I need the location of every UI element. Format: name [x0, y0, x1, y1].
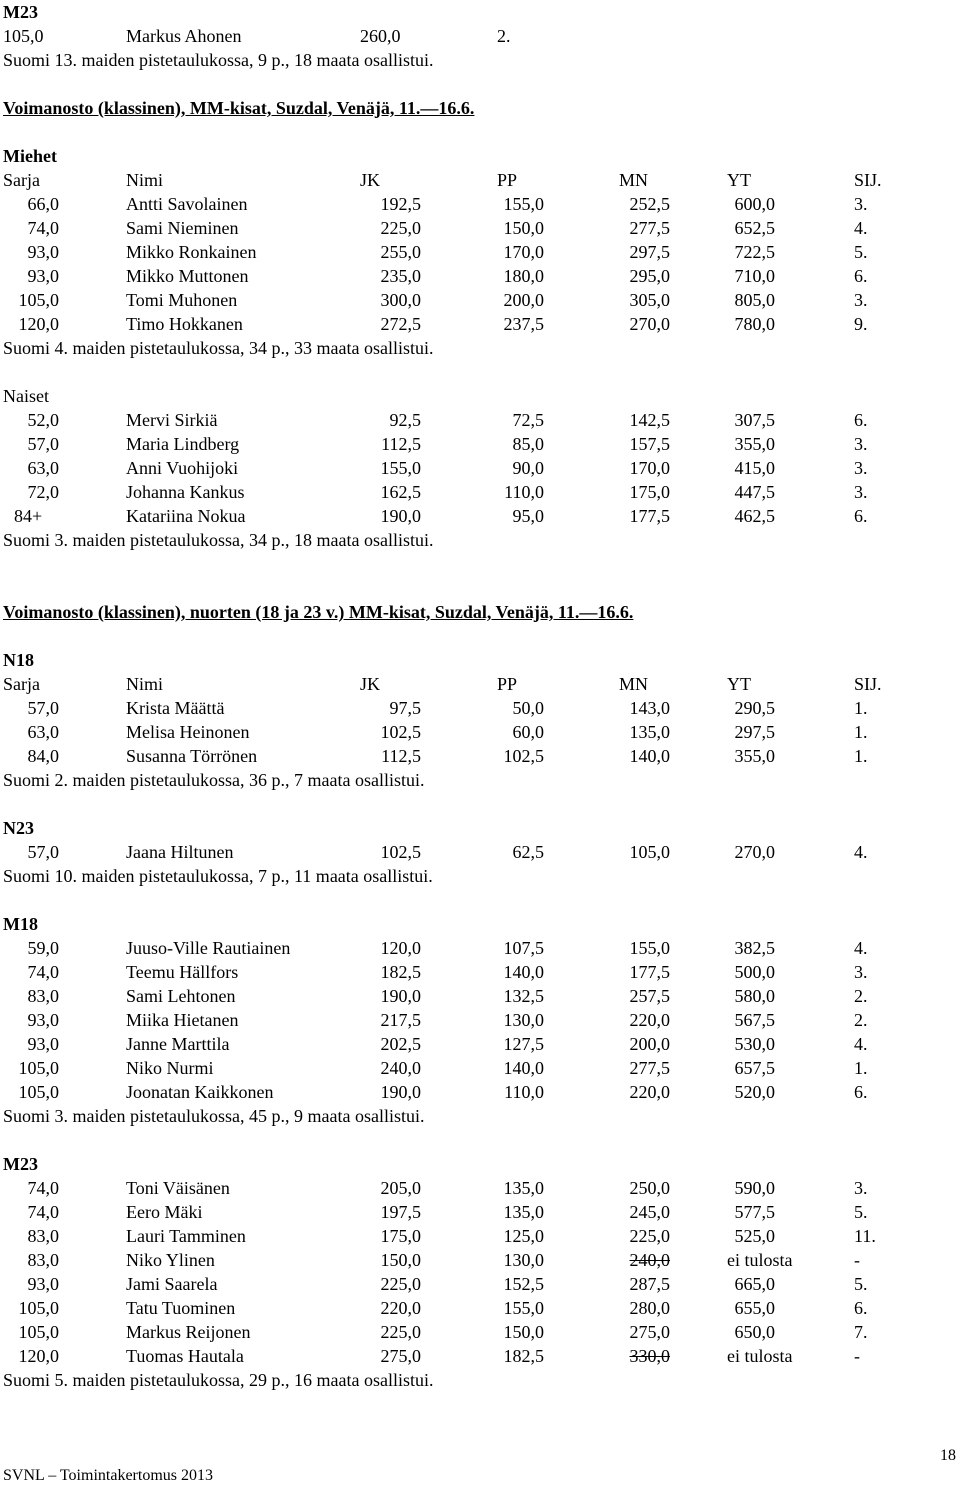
deadlift-result: 295,0: [629, 266, 670, 286]
placing: 4.: [854, 938, 868, 958]
athlete-name: Sami Lehtonen: [126, 986, 236, 1006]
competition-title-nuorten: Voimanosto (klassinen), nuorten (18 ja 23 v.) MM-kisat, Suzdal, Venäjä, 11.—16.6.: [3, 602, 634, 622]
weight-class: 83,0: [27, 1250, 59, 1270]
athlete-name: Johanna Kankus: [126, 482, 245, 502]
bench-result: 110,0: [504, 482, 544, 502]
squat-result: 150,0: [380, 1250, 421, 1270]
header-jk: JK: [360, 170, 381, 190]
bench-result: 95,0: [512, 506, 544, 526]
deadlift-result: 220,0: [629, 1082, 670, 1102]
section-heading-m23-top: M23: [3, 2, 38, 22]
table-row: [3, 1056, 958, 1080]
squat-result: 102,5: [380, 842, 421, 862]
table-header: [3, 168, 958, 192]
header-mn: MN: [619, 674, 649, 694]
deadlift-result: 280,0: [629, 1298, 670, 1318]
placing: 7.: [854, 1322, 868, 1342]
squat-result: 275,0: [380, 1346, 421, 1366]
athlete-name: Timo Hokkanen: [126, 314, 243, 334]
deadlift-result: 252,5: [629, 194, 670, 214]
table-row: [3, 408, 958, 432]
squat-result: 92,5: [389, 410, 421, 430]
bench-result: 90,0: [512, 458, 544, 478]
athlete-name: Mikko Muttonen: [126, 266, 249, 286]
placing: 2.: [854, 986, 868, 1006]
bench-result: 127,5: [503, 1034, 544, 1054]
placing: 5.: [854, 1202, 868, 1222]
weight-class: 93,0: [27, 266, 59, 286]
table-row: [3, 1008, 958, 1032]
results-table-m18: [3, 936, 958, 1104]
deadlift-result: 275,0: [629, 1322, 670, 1342]
table-row: [3, 744, 958, 768]
deadlift-result: 170,0: [629, 458, 670, 478]
weight-class: 59,0: [27, 938, 59, 958]
country-summary: Suomi 13. maiden pistetaulukossa, 9 p., 18 maata osallistui.: [3, 50, 434, 70]
table-row: [3, 504, 958, 528]
deadlift-result: 220,0: [629, 1010, 670, 1030]
results-table-n18: [3, 696, 958, 768]
total-result: 530,0: [734, 1034, 775, 1054]
section-heading-miehet: Miehet: [3, 146, 57, 166]
placing: 4.: [854, 842, 868, 862]
table-row: [3, 960, 958, 984]
bench-result: 72,5: [512, 410, 544, 430]
total-result: 580,0: [734, 986, 775, 1006]
table-row: [3, 480, 958, 504]
section-heading-m18: M18: [3, 914, 38, 934]
squat-result: 162,5: [380, 482, 421, 502]
table-row: [3, 1224, 958, 1248]
athlete-name: Toni Väisänen: [126, 1178, 230, 1198]
placing: 11.: [854, 1226, 876, 1246]
country-summary: Suomi 3. maiden pistetaulukossa, 34 p., 18 maata osallistui.: [3, 530, 434, 550]
total: 260,0: [360, 26, 401, 46]
athlete-name: Markus Ahonen: [126, 26, 242, 46]
squat-result: 197,5: [380, 1202, 421, 1222]
total-result: 462,5: [734, 506, 775, 526]
total-result: 355,0: [734, 746, 775, 766]
athlete-name: Maria Lindberg: [126, 434, 240, 454]
table-row: [3, 1176, 958, 1200]
total-result: 722,5: [734, 242, 775, 262]
squat-result: 175,0: [380, 1226, 421, 1246]
deadlift-result: 245,0: [629, 1202, 670, 1222]
weight-class: 83,0: [27, 1226, 59, 1246]
athlete-name: Teemu Hällfors: [126, 962, 239, 982]
deadlift-result: 135,0: [629, 722, 670, 742]
weight-class: 93,0: [27, 1274, 59, 1294]
squat-result: 190,0: [380, 1082, 421, 1102]
athlete-name: Mikko Ronkainen: [126, 242, 257, 262]
athlete-name: Tuomas Hautala: [126, 1346, 244, 1366]
athlete-name: Lauri Tamminen: [126, 1226, 246, 1246]
weight-class: 105,0: [18, 1082, 59, 1102]
results-table-naiset: [3, 408, 958, 528]
weight-class: 105,0: [18, 290, 59, 310]
table-row: [3, 264, 958, 288]
deadlift-result: 287,5: [629, 1274, 670, 1294]
athlete-name: Joonatan Kaikkonen: [126, 1082, 274, 1102]
weight-class: 83,0: [27, 986, 59, 1006]
bench-result: 130,0: [503, 1250, 544, 1270]
weight-class: 72,0: [27, 482, 59, 502]
weight-class: 66,0: [27, 194, 59, 214]
competition-title-mm: Voimanosto (klassinen), MM-kisat, Suzdal, Venäjä, 11.—16.6.: [3, 98, 475, 118]
table-row: [3, 1080, 958, 1104]
placing: 2.: [854, 1010, 868, 1030]
athlete-name: Antti Savolainen: [126, 194, 248, 214]
header-mn: MN: [619, 170, 649, 190]
header-yt: YT: [727, 674, 751, 694]
results-table-miehet: [3, 192, 958, 336]
header-sarja: Sarja: [3, 170, 40, 190]
bench-result: 140,0: [503, 962, 544, 982]
placing: 6.: [854, 410, 868, 430]
deadlift-result: 250,0: [629, 1178, 670, 1198]
squat-result: 225,0: [380, 1322, 421, 1342]
country-summary: Suomi 5. maiden pistetaulukossa, 29 p., 16 maata osallistui.: [3, 1370, 434, 1390]
table-row: [3, 1032, 958, 1056]
athlete-name: Katariina Nokua: [126, 506, 246, 526]
header-yt: YT: [727, 170, 751, 190]
deadlift-result: 143,0: [629, 698, 670, 718]
squat-result: 235,0: [380, 266, 421, 286]
placing: 2.: [497, 26, 511, 46]
weight-class: 84+: [14, 506, 43, 526]
deadlift-result: 225,0: [629, 1226, 670, 1246]
table-row: [3, 936, 958, 960]
bench-result: 152,5: [503, 1274, 544, 1294]
total-result: 447,5: [734, 482, 775, 502]
section-heading-m23: M23: [3, 1154, 38, 1174]
placing: 6.: [854, 506, 868, 526]
table-row: [3, 1272, 958, 1296]
table-row: [3, 456, 958, 480]
athlete-name: Melisa Heinonen: [126, 722, 250, 742]
total-result: 577,5: [734, 1202, 775, 1222]
deadlift-result: 277,5: [629, 218, 670, 238]
table-row: [3, 840, 958, 864]
results-table-n23: [3, 840, 958, 864]
weight-class: 93,0: [27, 1010, 59, 1030]
squat-result: 112,5: [381, 746, 421, 766]
athlete-name: Susanna Törrönen: [126, 746, 258, 766]
total-result: 650,0: [734, 1322, 775, 1342]
placing: 6.: [854, 1298, 868, 1318]
squat-result: 240,0: [380, 1058, 421, 1078]
squat-result: 217,5: [380, 1010, 421, 1030]
weight-class: 74,0: [27, 218, 59, 238]
athlete-name: Sami Nieminen: [126, 218, 239, 238]
squat-result: 255,0: [380, 242, 421, 262]
results-table-m23: [3, 1176, 958, 1368]
placing: 1.: [854, 746, 868, 766]
weight-class: 105,0: [18, 1322, 59, 1342]
weight-class: 120,0: [18, 1346, 59, 1366]
total-result: 657,5: [734, 1058, 775, 1078]
deadlift-result: 177,5: [629, 962, 670, 982]
total-result: ei tulosta: [727, 1250, 793, 1270]
placing: 6.: [854, 266, 868, 286]
table-row: [3, 240, 958, 264]
table-row: [3, 192, 958, 216]
placing: 1.: [854, 722, 868, 742]
country-summary: Suomi 2. maiden pistetaulukossa, 36 p., 7 maata osallistui.: [3, 770, 425, 790]
squat-result: 272,5: [380, 314, 421, 334]
deadlift-result: 175,0: [629, 482, 670, 502]
header-sij: SIJ.: [854, 170, 882, 190]
bench-result: 155,0: [503, 1298, 544, 1318]
bench-result: 125,0: [503, 1226, 544, 1246]
header-jk: JK: [360, 674, 381, 694]
weight-class: 57,0: [27, 698, 59, 718]
total-result: 525,0: [734, 1226, 775, 1246]
table-row: [3, 1320, 958, 1344]
deadlift-result: 177,5: [629, 506, 670, 526]
bench-result: 107,5: [503, 938, 544, 958]
bench-result: 60,0: [512, 722, 544, 742]
placing: -: [854, 1250, 860, 1270]
squat-result: 192,5: [380, 194, 421, 214]
placing: 4.: [854, 218, 868, 238]
total-result: 355,0: [734, 434, 775, 454]
placing: 3.: [854, 962, 868, 982]
placing: 3.: [854, 482, 868, 502]
weight-class: 74,0: [27, 1178, 59, 1198]
weight-class: 74,0: [27, 962, 59, 982]
total-result: 710,0: [734, 266, 775, 286]
bench-result: 102,5: [503, 746, 544, 766]
header-pp: PP: [497, 674, 518, 694]
country-summary: Suomi 10. maiden pistetaulukossa, 7 p., 11 maata osallistui.: [3, 866, 433, 886]
weight-class: 57,0: [27, 842, 59, 862]
squat-result: 97,5: [389, 698, 421, 718]
squat-result: 182,5: [380, 962, 421, 982]
bench-result: 132,5: [503, 986, 544, 1006]
weight-class: 57,0: [27, 434, 59, 454]
page-number: 18: [940, 1447, 956, 1464]
bench-result: 170,0: [503, 242, 544, 262]
deadlift-result: 142,5: [629, 410, 670, 430]
total-result: 655,0: [734, 1298, 775, 1318]
table-row: [3, 312, 958, 336]
deadlift-result: 155,0: [629, 938, 670, 958]
squat-result: 112,5: [381, 434, 421, 454]
weight-class: 63,0: [27, 458, 59, 478]
deadlift-result: 277,5: [629, 1058, 670, 1078]
bench-result: 140,0: [503, 1058, 544, 1078]
deadlift-result: 270,0: [629, 314, 670, 334]
deadlift-result: 297,5: [629, 242, 670, 262]
bench-result: 182,5: [503, 1346, 544, 1366]
header-pp: PP: [497, 170, 518, 190]
weight-class: 52,0: [27, 410, 59, 430]
athlete-name: Tatu Tuominen: [126, 1298, 236, 1318]
table-header: [3, 672, 958, 696]
athlete-name: Anni Vuohijoki: [126, 458, 239, 478]
total-result: 297,5: [734, 722, 775, 742]
header-sij: SIJ.: [854, 674, 882, 694]
deadlift-result: 200,0: [629, 1034, 670, 1054]
athlete-name: Krista Määttä: [126, 698, 225, 718]
squat-result: 300,0: [380, 290, 421, 310]
country-summary: Suomi 3. maiden pistetaulukossa, 45 p., 9 maata osallistui.: [3, 1106, 425, 1126]
weight-class: 105,0: [18, 1298, 59, 1318]
placing: 3.: [854, 290, 868, 310]
deadlift-result: 140,0: [629, 746, 670, 766]
table-row: [3, 216, 958, 240]
weight-class: 120,0: [18, 314, 59, 334]
total-result: 665,0: [734, 1274, 775, 1294]
table-row: [3, 720, 958, 744]
bench-result: 180,0: [503, 266, 544, 286]
header-nimi: Nimi: [126, 674, 164, 694]
placing: -: [854, 1346, 860, 1366]
athlete-name: Jami Saarela: [126, 1274, 218, 1294]
placing: 3.: [854, 194, 868, 214]
total-result: 600,0: [734, 194, 775, 214]
bench-result: 110,0: [504, 1082, 544, 1102]
deadlift-result: 330,0: [629, 1346, 670, 1366]
page-footer: SVNL – Toimintakertomus 2013: [3, 1467, 213, 1484]
deadlift-result: 305,0: [629, 290, 670, 310]
table-row: [3, 1344, 958, 1368]
document-page: [3, 0, 958, 1392]
table-row: [3, 288, 958, 312]
deadlift-result: 105,0: [629, 842, 670, 862]
placing: 3.: [854, 434, 868, 454]
weight-class: 63,0: [27, 722, 59, 742]
bench-result: 62,5: [512, 842, 544, 862]
placing: 6.: [854, 1082, 868, 1102]
bench-result: 135,0: [503, 1178, 544, 1198]
athlete-name: Jaana Hiltunen: [126, 842, 234, 862]
header-nimi: Nimi: [126, 170, 164, 190]
deadlift-result: 240,0: [629, 1250, 670, 1270]
total-result: 382,5: [734, 938, 775, 958]
squat-result: 205,0: [380, 1178, 421, 1198]
total-result: 290,5: [734, 698, 775, 718]
total-result: 590,0: [734, 1178, 775, 1198]
total-result: 652,5: [734, 218, 775, 238]
bench-result: 135,0: [503, 1202, 544, 1222]
squat-result: 225,0: [380, 1274, 421, 1294]
squat-result: 120,0: [380, 938, 421, 958]
athlete-name: Niko Nurmi: [126, 1058, 214, 1078]
bench-result: 85,0: [512, 434, 544, 454]
athlete-name: Eero Mäki: [126, 1202, 203, 1222]
result-row: [3, 24, 958, 48]
placing: 3.: [854, 1178, 868, 1198]
deadlift-result: 257,5: [629, 986, 670, 1006]
table-row: [3, 1248, 958, 1272]
total-result: 805,0: [734, 290, 775, 310]
athlete-name: Miika Hietanen: [126, 1010, 239, 1030]
bench-result: 155,0: [503, 194, 544, 214]
section-heading-n23: N23: [3, 818, 34, 838]
table-row: [3, 696, 958, 720]
athlete-name: Mervi Sirkiä: [126, 410, 218, 430]
athlete-name: Tomi Muhonen: [126, 290, 238, 310]
weight-class: 93,0: [27, 242, 59, 262]
total-result: ei tulosta: [727, 1346, 793, 1366]
weight-class: 84,0: [27, 746, 59, 766]
squat-result: 102,5: [380, 722, 421, 742]
athlete-name: Niko Ylinen: [126, 1250, 215, 1270]
bench-result: 150,0: [503, 218, 544, 238]
table-row: [3, 984, 958, 1008]
weight-class: 74,0: [27, 1202, 59, 1222]
table-row: [3, 1296, 958, 1320]
total-result: 270,0: [734, 842, 775, 862]
total-result: 307,5: [734, 410, 775, 430]
table-row: [3, 1200, 958, 1224]
bench-result: 150,0: [503, 1322, 544, 1342]
section-heading-n18: N18: [3, 650, 34, 670]
squat-result: 202,5: [380, 1034, 421, 1054]
total-result: 500,0: [734, 962, 775, 982]
placing: 3.: [854, 458, 868, 478]
weight-class: 105,0: [3, 26, 44, 46]
placing: 5.: [854, 1274, 868, 1294]
country-summary: Suomi 4. maiden pistetaulukossa, 34 p., 33 maata osallistui.: [3, 338, 434, 358]
placing: 9.: [854, 314, 868, 334]
placing: 1.: [854, 698, 868, 718]
placing: 5.: [854, 242, 868, 262]
bench-result: 237,5: [503, 314, 544, 334]
squat-result: 225,0: [380, 218, 421, 238]
squat-result: 220,0: [380, 1298, 421, 1318]
bench-result: 200,0: [503, 290, 544, 310]
weight-class: 105,0: [18, 1058, 59, 1078]
total-result: 415,0: [734, 458, 775, 478]
placing: 4.: [854, 1034, 868, 1054]
section-heading-naiset: Naiset: [3, 386, 49, 406]
bench-result: 50,0: [512, 698, 544, 718]
total-result: 567,5: [734, 1010, 775, 1030]
athlete-name: Juuso-Ville Rautiainen: [126, 938, 291, 958]
squat-result: 190,0: [380, 506, 421, 526]
deadlift-result: 157,5: [629, 434, 670, 454]
total-result: 780,0: [734, 314, 775, 334]
total-result: 520,0: [734, 1082, 775, 1102]
placing: 1.: [854, 1058, 868, 1078]
squat-result: 190,0: [380, 986, 421, 1006]
athlete-name: Markus Reijonen: [126, 1322, 251, 1342]
bench-result: 130,0: [503, 1010, 544, 1030]
header-sarja: Sarja: [3, 674, 40, 694]
athlete-name: Janne Marttila: [126, 1034, 230, 1054]
table-row: [3, 432, 958, 456]
squat-result: 155,0: [380, 458, 421, 478]
weight-class: 93,0: [27, 1034, 59, 1054]
